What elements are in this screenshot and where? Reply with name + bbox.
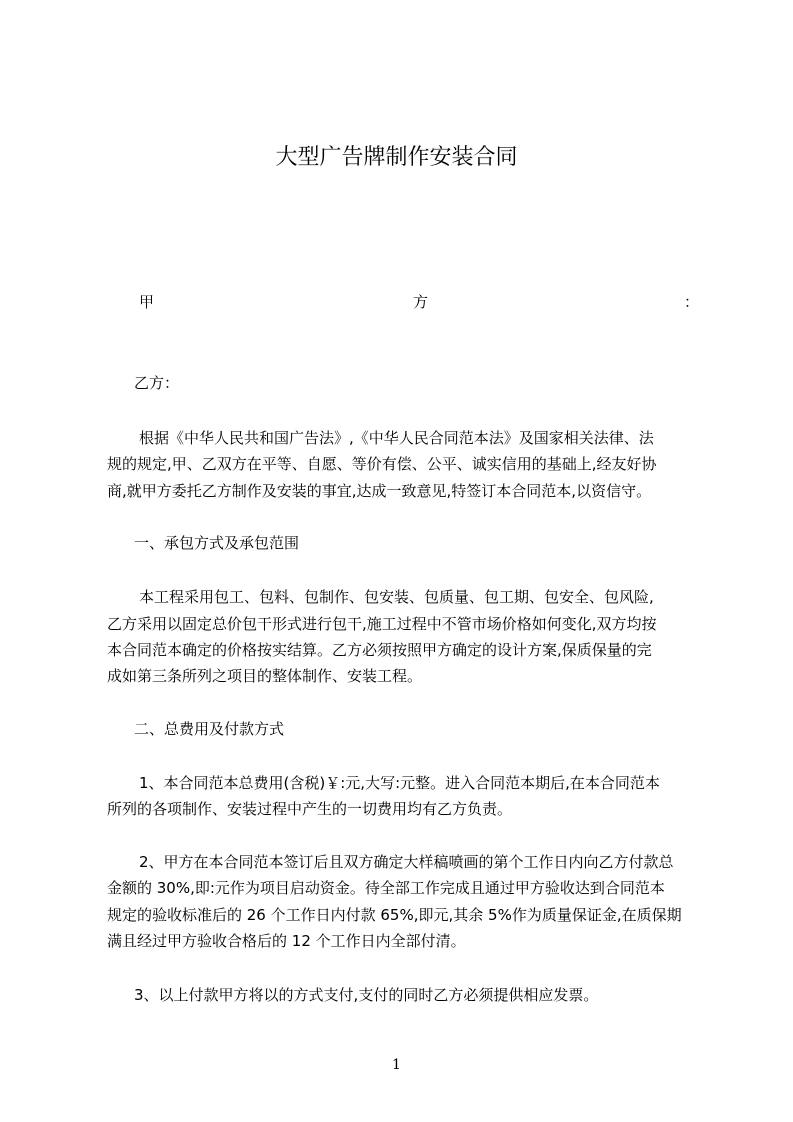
section-1-line-3: 本合同范本确定的价格按实结算。乙方必须按照甲方确定的设计方案,保质保量的完	[107, 641, 652, 659]
party-a-colon: ：	[683, 293, 699, 311]
party-a-line	[139, 291, 699, 313]
party-a-char-jia: 甲	[139, 293, 155, 311]
section-2-item-2-line-3: 规定的验收标准后的 26 个工作日内付款 65%,即元,其余 5%作为质量保证金,在质保期	[107, 906, 682, 924]
section-2-item-2-line-1: 2、甲方在本合同范本签订后且双方确定大样稿喷画的第个工作日内向乙方付款总	[139, 853, 674, 871]
section-1-line-1: 本工程采用包工、包料、包制作、包安装、包质量、包工期、包安全、包风险,	[139, 588, 654, 606]
section-1-line-2: 乙方采用以固定总价包干形式进行包干,施工过程中不管市场价格如何变化,双方均按	[107, 615, 657, 633]
intro-line-2: 规的规定,甲、乙双方在平等、自愿、等价有偿、公平、诚实信用的基础上,经友好协	[107, 455, 657, 473]
section-2-item-2-line-4: 满且经过甲方验收合格后的 12 个工作日内全部付清。	[107, 932, 466, 950]
page-number: 1	[392, 1057, 401, 1073]
intro-line-1: 根据《中华人民共和国广告法》,《中华人民合同范本法》及国家相关法律、法	[139, 429, 654, 447]
party-b-line: 乙方：	[134, 374, 180, 392]
section-2-item-2-line-2: 金额的 30%,即:元作为项目启动资金。待全部工作完成且通过甲方验收达到合同范本	[107, 879, 665, 897]
section-1-line-4: 成如第三条所列之项目的整体制作、安装工程。	[107, 667, 423, 685]
section-1-heading: 一、承包方式及承包范围	[134, 534, 300, 552]
contract-title: 大型广告牌制作安装合同	[275, 145, 518, 170]
party-a-char-fang: 方	[413, 293, 429, 311]
section-2-heading: 二、总费用及付款方式	[134, 720, 285, 738]
section-2-item-1-line-2: 所列的各项制作、安装过程中产生的一切费用均有乙方负责。	[107, 800, 513, 818]
section-2-item-1-line-1: 1、本合同范本总费用(含税)￥:元,大写:元整。进入合同范本期后,在本合同范本	[139, 774, 660, 792]
section-2-item-3-line-1: 3、以上付款甲方将以的方式支付,支付的同时乙方必须提供相应发票。	[134, 986, 599, 1004]
intro-line-3: 商,就甲方委托乙方制作及安装的事宜,达成一致意见,特签订本合同范本,以资信守。	[107, 482, 652, 500]
